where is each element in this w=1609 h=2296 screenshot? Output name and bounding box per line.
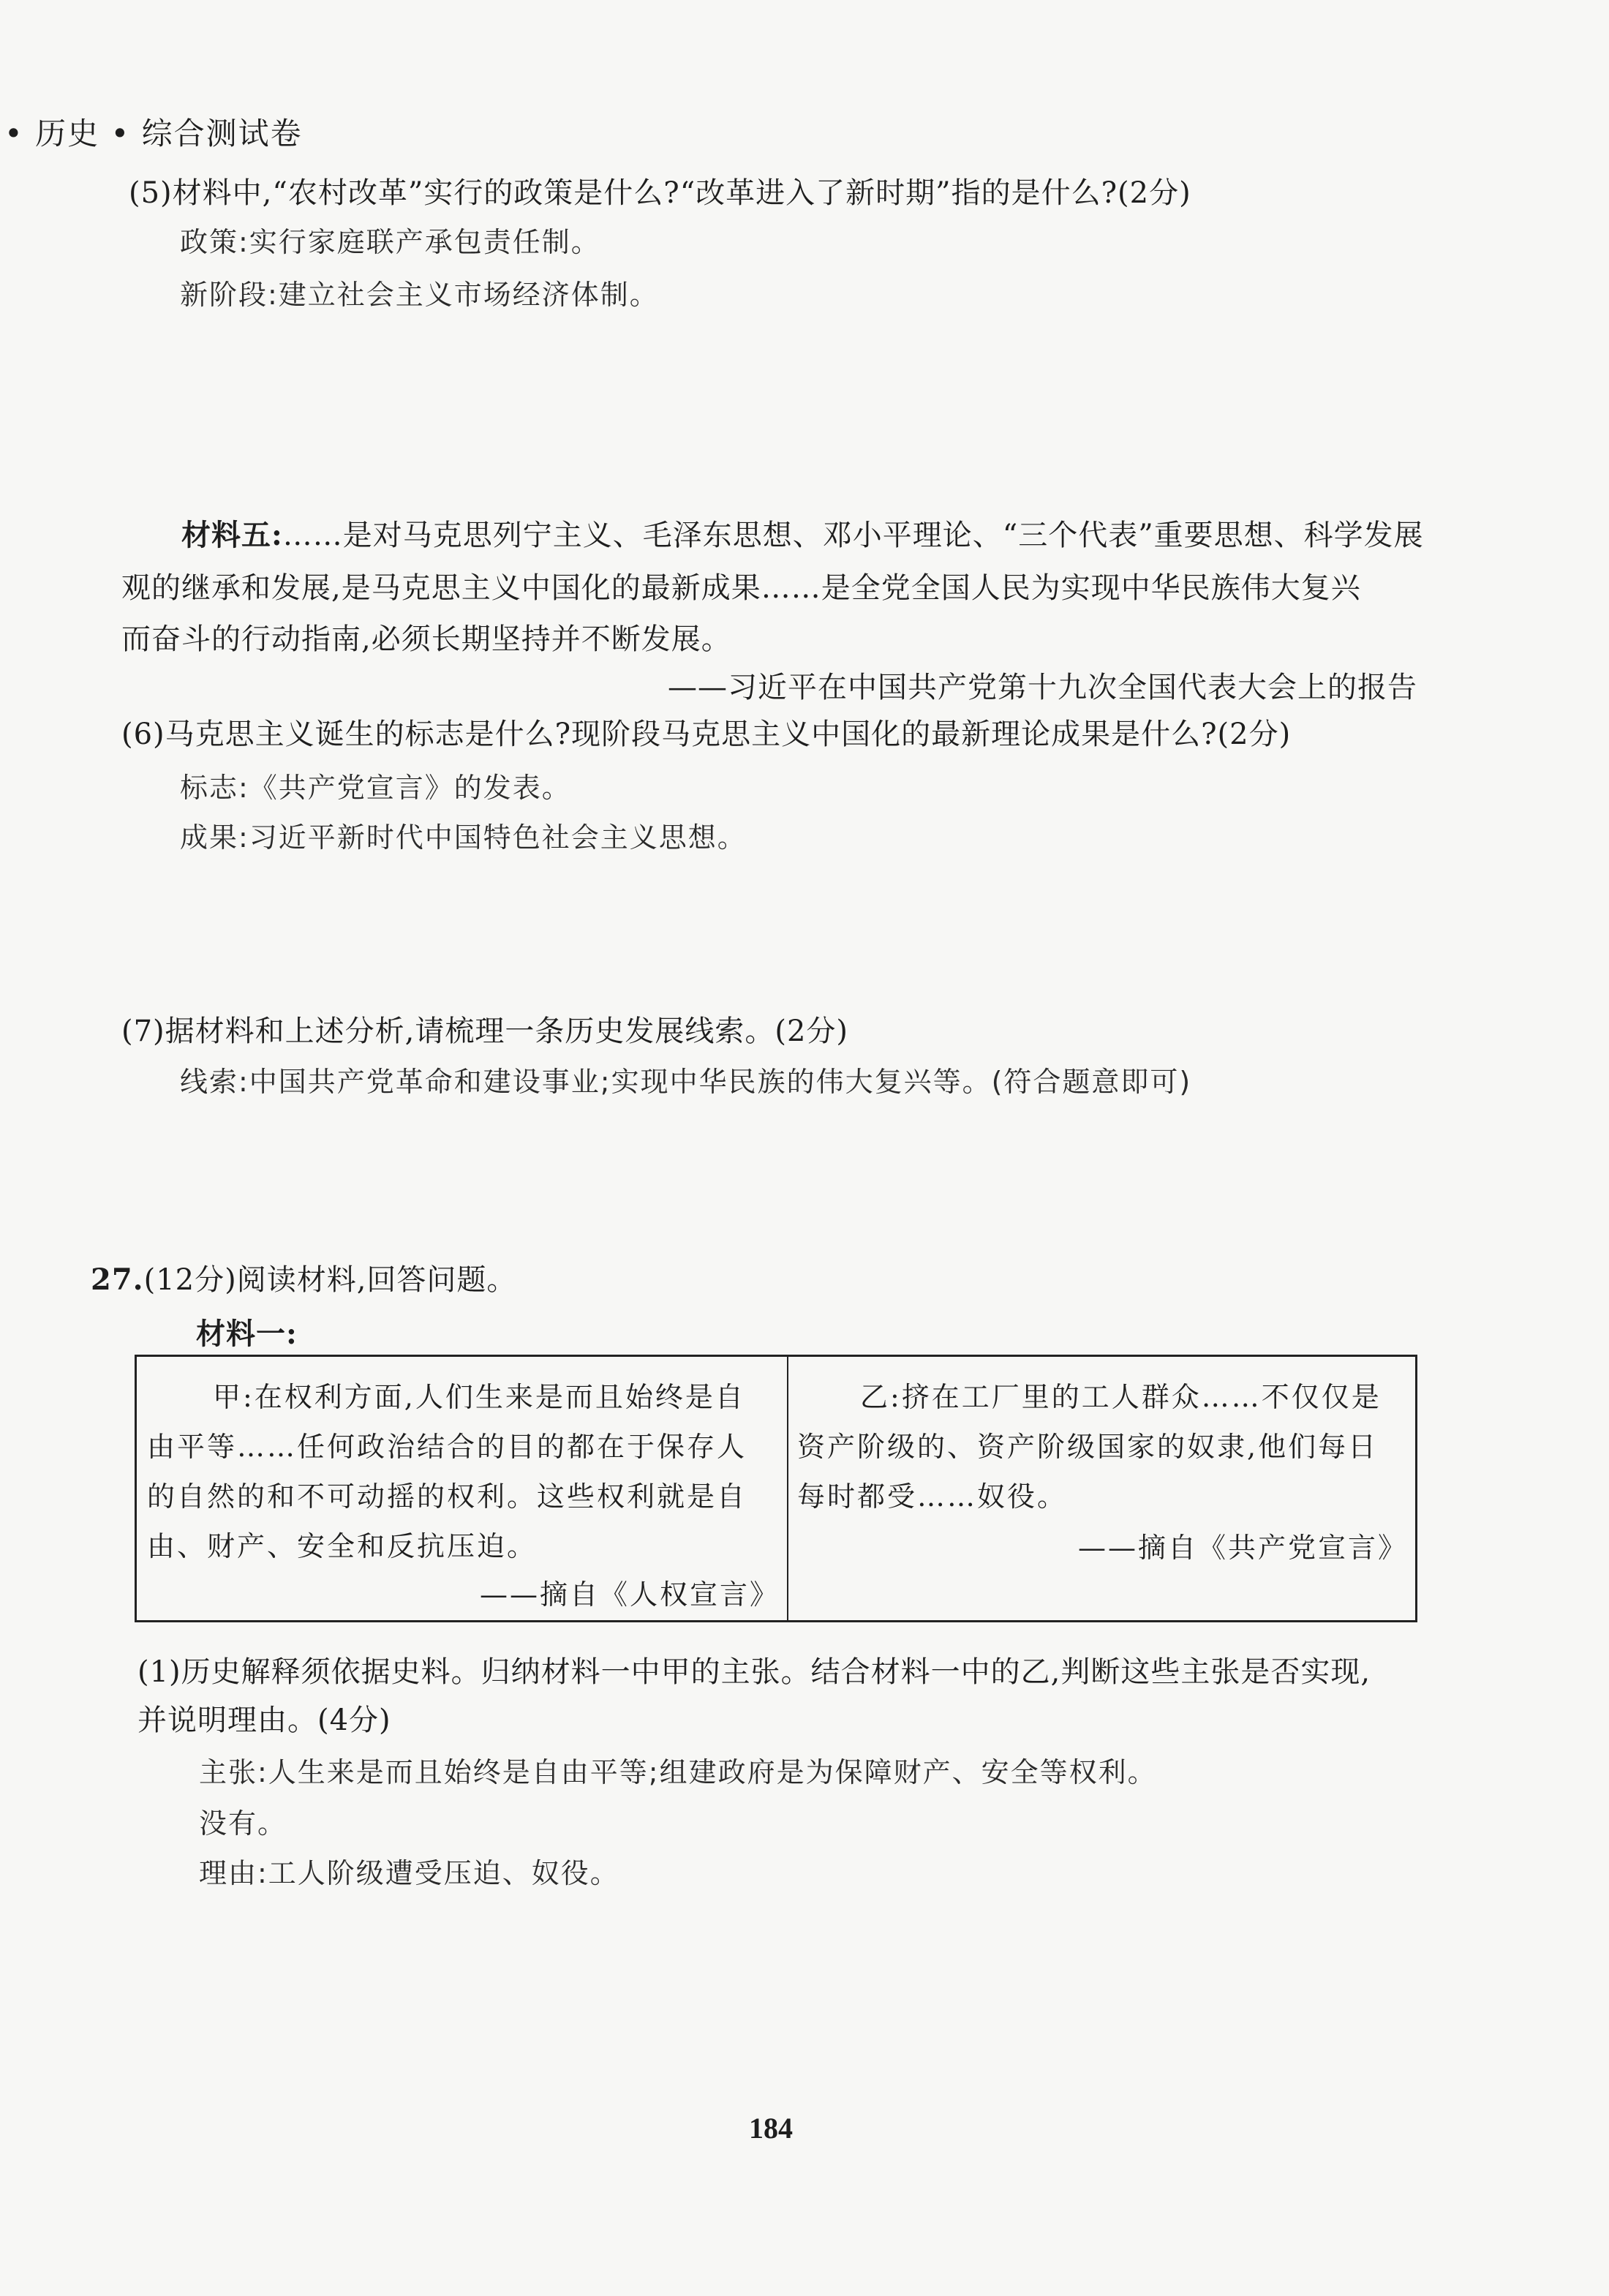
material-5-line-1: 材料五:……是对马克思列宁主义、毛泽东思想、邓小平理论、“三个代表”重要思想、科学发展 [181, 518, 1424, 552]
material-5-line-2: 观的继承和发展,是马克思主义中国化的最新成果……是全党全国人民为实现中华民族伟大复兴 [121, 571, 1361, 605]
material-5-source: ——习近平在中国共产党第十九次全国代表大会上的报告 [668, 671, 1417, 704]
material-1-table [135, 1355, 1417, 1622]
question-27-number: 27. [91, 1262, 144, 1297]
material-1-cell-yi [788, 1357, 1415, 1620]
jia-line-4: 由、财产、安全和反抗压迫。 [147, 1530, 538, 1562]
question-27-1-line-1: (1)历史解释须依据史料。归纳材料一中甲的主张。结合材料一中的乙,判断这些主张是否实现, [137, 1655, 1371, 1689]
answer-5-policy: 政策:实行家庭联产承包责任制。 [180, 226, 600, 258]
yi-source: ——摘自《共产党宣言》 [1077, 1532, 1408, 1564]
page-header: • 历史 • 综合测试卷 [4, 116, 303, 151]
answer-7-clue: 线索:中国共产党革命和建设事业;实现中华民族的伟大复兴等。(符合题意即可) [180, 1066, 1192, 1098]
answer-27-1-claim: 主张:人生来是而且始终是自由平等;组建政府是为保障财产、安全等权利。 [199, 1756, 1157, 1788]
yi-line-3: 每时都受……奴役。 [797, 1480, 1068, 1513]
material-1-cell-jia [137, 1357, 788, 1620]
jia-source: ——摘自《人权宣言》 [479, 1578, 780, 1611]
jia-line-1: 甲:在权利方面,人们生来是而且始终是自 [213, 1381, 745, 1413]
answer-27-1-judgement: 没有。 [199, 1807, 287, 1840]
page-number: 184 [749, 2112, 793, 2145]
material-5-line-3: 而奋斗的行动指南,必须长期坚持并不断发展。 [121, 622, 731, 656]
question-27-1-line-2: 并说明理由。(4分) [137, 1704, 391, 1737]
answer-27-1-reason: 理由:工人阶级遭受压迫、奴役。 [199, 1857, 619, 1889]
answer-6-result: 成果:习近平新时代中国特色社会主义思想。 [180, 821, 747, 854]
jia-line-3: 的自然的和不可动摇的权利。这些权利就是自 [147, 1480, 747, 1513]
jia-line-2: 由平等……任何政治结合的目的都在于保存人 [147, 1431, 747, 1463]
yi-line-1: 乙:挤在工厂里的工人群众……不仅仅是 [860, 1381, 1382, 1413]
material-5-label: 材料五: [181, 518, 283, 552]
yi-line-2: 资产阶级的、资产阶级国家的奴隶,他们每日 [797, 1431, 1379, 1463]
question-6: (6)马克思主义诞生的标志是什么?现阶段马克思主义中国化的最新理论成果是什么?(2分) [121, 718, 1292, 751]
question-7: (7)据材料和上述分析,请梳理一条历史发展线索。(2分) [121, 1015, 849, 1048]
answer-6-sign: 标志:《共产党宣言》的发表。 [180, 772, 571, 804]
question-27-intro: 27.(12分)阅读材料,回答问题。 [91, 1262, 517, 1297]
material-1-label: 材料一: [196, 1317, 298, 1351]
question-5: (5)材料中,“农村改革”实行的政策是什么?“改革进入了新时期”指的是什么?(2分) [129, 176, 1191, 210]
answer-5-stage: 新阶段:建立社会主义市场经济体制。 [180, 279, 659, 311]
